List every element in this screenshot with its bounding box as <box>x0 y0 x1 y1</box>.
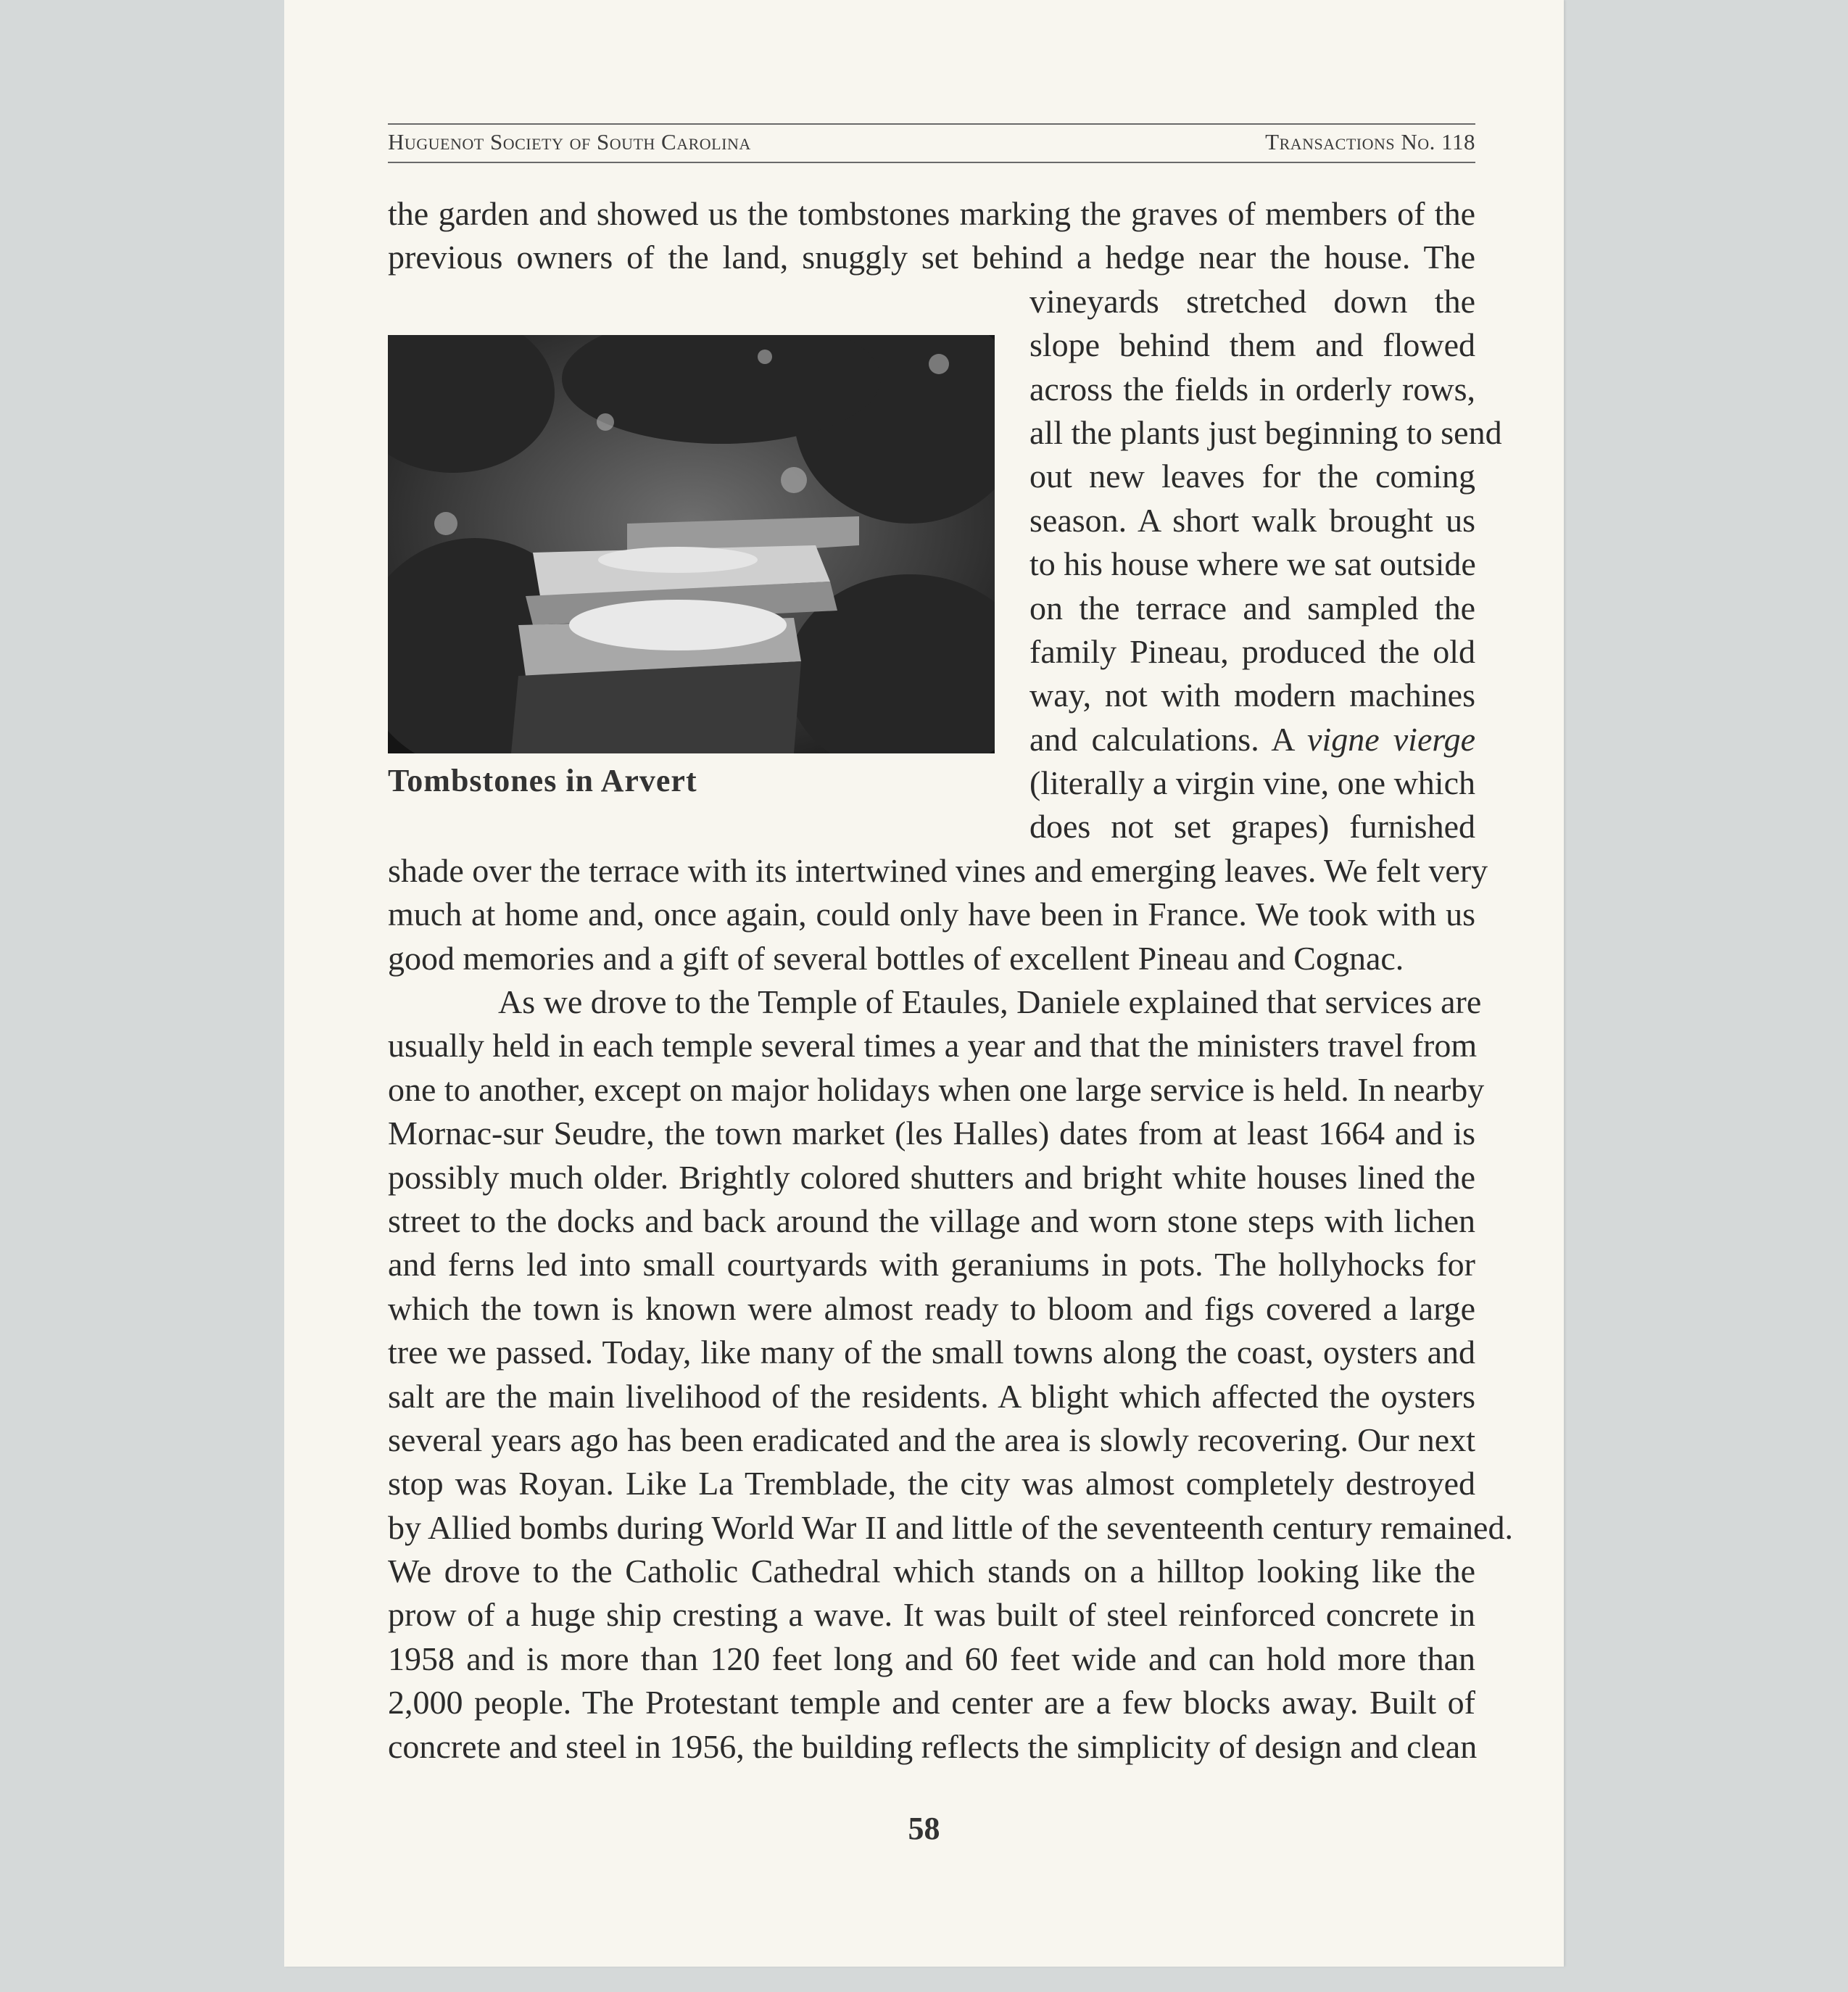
text-line: 2,000 people. The Protestant temple and center are a few blocks away. Built of <box>388 1684 1475 1722</box>
text-line: and calculations. A vigne vierge <box>1029 720 1475 758</box>
page-number: 58 <box>908 1811 940 1846</box>
text-line: way, not with modern machines <box>1029 677 1475 714</box>
paragraph-two <box>388 980 1513 1769</box>
text-line: tree we passed. Today, like many of the small towns along the coast, oysters and <box>388 1334 1475 1371</box>
text-line: prow of a huge ship cresting a wave. It was built of steel reinforced concrete in <box>388 1596 1475 1634</box>
text-line: family Pineau, produced the old <box>1029 632 1475 670</box>
text-line: salt are the main livelihood of the residents. A blight which affected the oysters <box>388 1377 1475 1415</box>
text-line: stop was Royan. Like La Tremblade, the city was almost completely destroyed <box>388 1465 1475 1503</box>
header-bottom-rule <box>388 162 1475 163</box>
text-line: one to another, except on major holidays when one large service is held. In nearby <box>388 1070 1485 1108</box>
paragraph-one-tail <box>388 849 1488 980</box>
text-line: possibly much older. Brightly colored shutters and bright white houses lined the <box>388 1158 1475 1196</box>
text-line: to his house where we sat outside <box>1029 545 1476 583</box>
running-header <box>388 129 1475 160</box>
text-line: 1958 and is more than 120 feet long and 60 feet wide and can hold more than <box>388 1640 1475 1677</box>
header-society-title: Huguenot Society of South Carolina <box>388 129 751 154</box>
italic-phrase: vigne vierge <box>1307 720 1475 758</box>
text-line: season. A short walk brought us <box>1029 501 1475 539</box>
text-line: previous owners of the land, snuggly set behind a hedge near the house. The <box>388 239 1475 276</box>
text-line: all the plants just beginning to send <box>1029 413 1502 451</box>
text-line: which the town is known were almost ready to bloom and figs covered a large <box>388 1289 1475 1327</box>
figure <box>388 335 995 803</box>
text-line: does not set grapes) furnished <box>1029 808 1475 846</box>
text-line: good memories and a gift of several bottles of excellent Pineau and Cognac. <box>388 939 1404 977</box>
text-line: the garden and showed us the tombstones marking the graves of members of the <box>388 195 1475 232</box>
text-line: slope behind them and flowed <box>1029 326 1475 364</box>
text-line: on the terrace and sampled the <box>1029 589 1475 627</box>
text-line: vineyards stretched down the <box>1029 282 1475 320</box>
text-line: across the fields in orderly rows, <box>1029 370 1475 408</box>
text-line: We drove to the Catholic Cathedral which stands on a hilltop looking like the <box>388 1553 1475 1590</box>
text-line: shade over the terrace with its intertwined vines and emerging leaves. We felt very <box>388 852 1488 889</box>
text-line: Mornac-sur Seudre, the town market (les Halles) dates from at least 1664 and is <box>388 1115 1475 1152</box>
photo-caption: Tombstones in Arvert <box>388 763 697 798</box>
tombstones-photo <box>388 335 995 753</box>
top-lines <box>388 192 1475 280</box>
text-line: usually held in each temple several times a year and that the ministers travel from <box>388 1027 1478 1065</box>
text-line: street to the docks and back around the village and worn stone steps with lichen <box>388 1202 1475 1239</box>
header-transactions-number: Transactions No. 118 <box>1265 129 1475 154</box>
text-line: several years ago has been eradicated and the area is slowly recovering. Our next <box>388 1421 1475 1458</box>
header-top-rule <box>388 123 1475 125</box>
text-line: concrete and steel in 1956, the building reflects the simplicity of design and clean <box>388 1727 1478 1765</box>
text-line: and ferns led into small courtyards with geraniums in pots. The hollyhocks for <box>388 1246 1475 1284</box>
text-line: (literally a virgin vine, one which <box>1029 764 1475 802</box>
wrapped-column <box>1029 280 1502 849</box>
text-line: much at home and, once again, could only have been in France. We took with us <box>388 896 1475 933</box>
page <box>284 0 1564 1967</box>
text-line: by Allied bombs during World War II and little of the seventeenth century remained. <box>388 1508 1513 1546</box>
text-line: out new leaves for the coming <box>1029 458 1475 495</box>
text-line: As we drove to the Temple of Etaules, Daniele explained that services are <box>498 983 1482 1020</box>
